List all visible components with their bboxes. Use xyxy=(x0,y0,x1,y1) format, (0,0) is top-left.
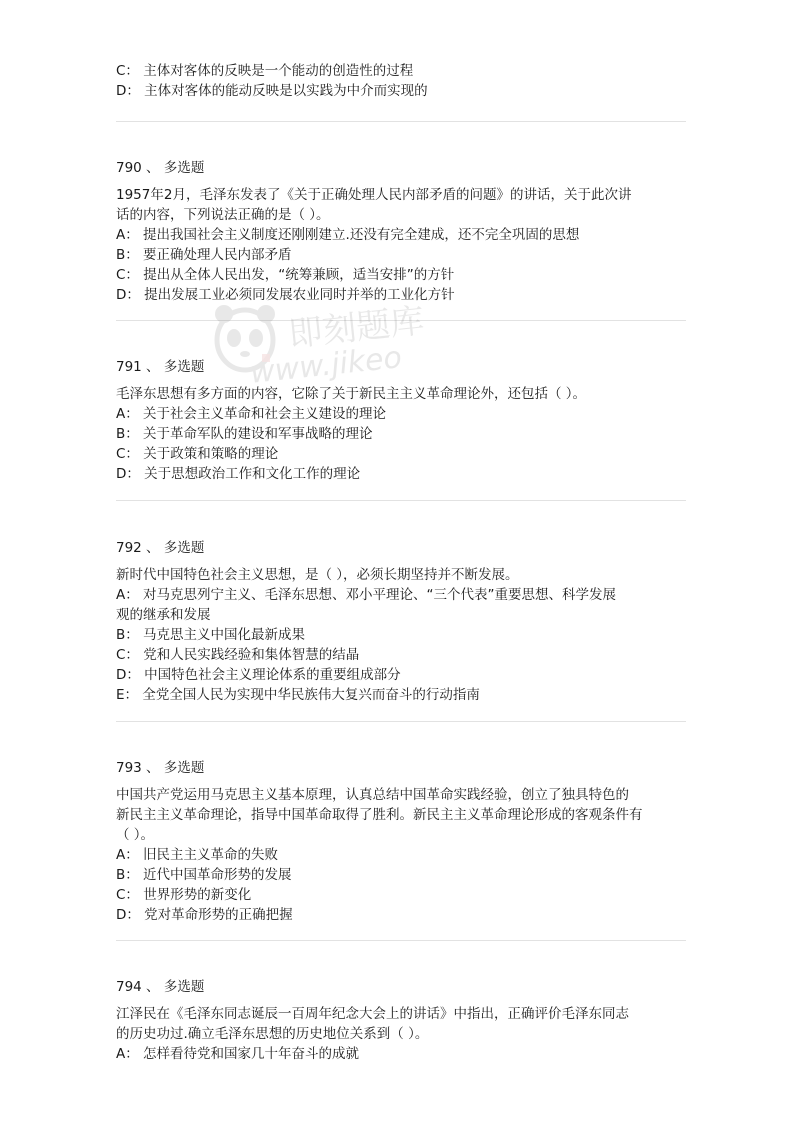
option-d: D： 党对革命形势的正确把握 xyxy=(116,907,293,923)
divider xyxy=(116,500,686,501)
question-stem-line: 中国共产党运用马克思主义基本原理，认真总结中国革命实践经验，创立了独具特色的 xyxy=(116,787,629,803)
option-c: C： 世界形势的新变化 xyxy=(116,887,252,903)
option-e: E： 全党全国人民为实现中华民族伟大复兴而奋斗的行动指南 xyxy=(116,687,480,703)
question-791 xyxy=(116,357,686,484)
question-793 xyxy=(116,758,686,925)
option-a: A： 提出我国社会主义制度还刚刚建立.还没有完全建成，还不完全巩固的思想 xyxy=(116,227,580,243)
option-c: C： 党和人民实践经验和集体智慧的结晶 xyxy=(116,647,360,663)
question-stem-line: （ ）。 xyxy=(116,827,155,843)
option-d: D： 关于思想政治工作和文化工作的理论 xyxy=(116,466,361,482)
watermark-url: www.jikeo xyxy=(248,340,404,391)
question-790 xyxy=(116,158,686,305)
question-stem-line: 新民主主义革命理论，指导中国革命取得了胜利。新民主主义革命理论形成的客观条件有 xyxy=(116,807,643,823)
option-b: B： 要正确处理人民内部矛盾 xyxy=(116,247,292,263)
divider xyxy=(116,721,686,722)
question-number: 790 、 多选题 xyxy=(116,160,205,176)
prev-question-options xyxy=(116,61,686,101)
question-number: 791 、 多选题 xyxy=(116,359,205,375)
option-b: B： 关于革命军队的建设和军事战略的理论 xyxy=(116,426,373,442)
question-stem-line: 1957年2月，毛泽东发表了《关于正确处理人民内部矛盾的问题》的讲话，关于此次讲 xyxy=(116,187,632,203)
question-number: 794 、 多选题 xyxy=(116,979,205,995)
option-c: C： 主体对客体的反映是一个能动的创造性的过程 xyxy=(116,63,414,79)
question-stem-line: 新时代中国特色社会主义思想，是（ ），必须长期坚持并不断发展。 xyxy=(116,567,519,583)
divider xyxy=(116,940,686,941)
option-b: B： 马克思主义中国化最新成果 xyxy=(116,627,306,643)
divider xyxy=(116,121,686,122)
option-a: A： 怎样看待党和国家几十年奋斗的成就 xyxy=(116,1046,360,1062)
option-a: A： 关于社会主义革命和社会主义建设的理论 xyxy=(116,406,387,422)
option-a-continued: 观的继承和发展 xyxy=(116,607,211,623)
question-number: 793 、 多选题 xyxy=(116,760,205,776)
option-c: C： 关于政策和策略的理论 xyxy=(116,446,279,462)
question-stem-line: 毛泽东思想有多方面的内容，它除了关于新民主主义革命理论外，还包括（ ）。 xyxy=(116,386,587,402)
option-d: D： 中国特色社会主义理论体系的重要组成部分 xyxy=(116,667,401,683)
option-b: B： 近代中国革命形势的发展 xyxy=(116,867,292,883)
question-stem-line: 江泽民在《毛泽东同志诞辰一百周年纪念大会上的讲话》中指出，正确评价毛泽东同志 xyxy=(116,1006,629,1022)
option-a: A： 旧民主主义革命的失败 xyxy=(116,847,279,863)
question-792 xyxy=(116,538,686,705)
option-c: C： 提出从全体人民出发，“统筹兼顾，适当安排”的方针 xyxy=(116,267,455,283)
option-d: D： 提出发展工业必须同发展农业同时并举的工业化方针 xyxy=(116,287,455,303)
option-a: A： 对马克思列宁主义、毛泽东思想、邓小平理论、“三个代表”重要思想、科学发展 xyxy=(116,587,617,603)
question-number: 792 、 多选题 xyxy=(116,540,205,556)
question-stem-line: 话的内容，下列说法正确的是（ ）。 xyxy=(116,207,330,223)
option-d: D： 主体对客体的能动反映是以实践为中介而实现的 xyxy=(116,83,428,99)
watermark-brand: 即刻题库 xyxy=(286,300,427,355)
divider xyxy=(116,320,686,321)
question-794 xyxy=(116,977,686,1064)
question-stem-line: 的历史功过.确立毛泽东思想的历史地位关系到（ ）。 xyxy=(116,1026,429,1042)
